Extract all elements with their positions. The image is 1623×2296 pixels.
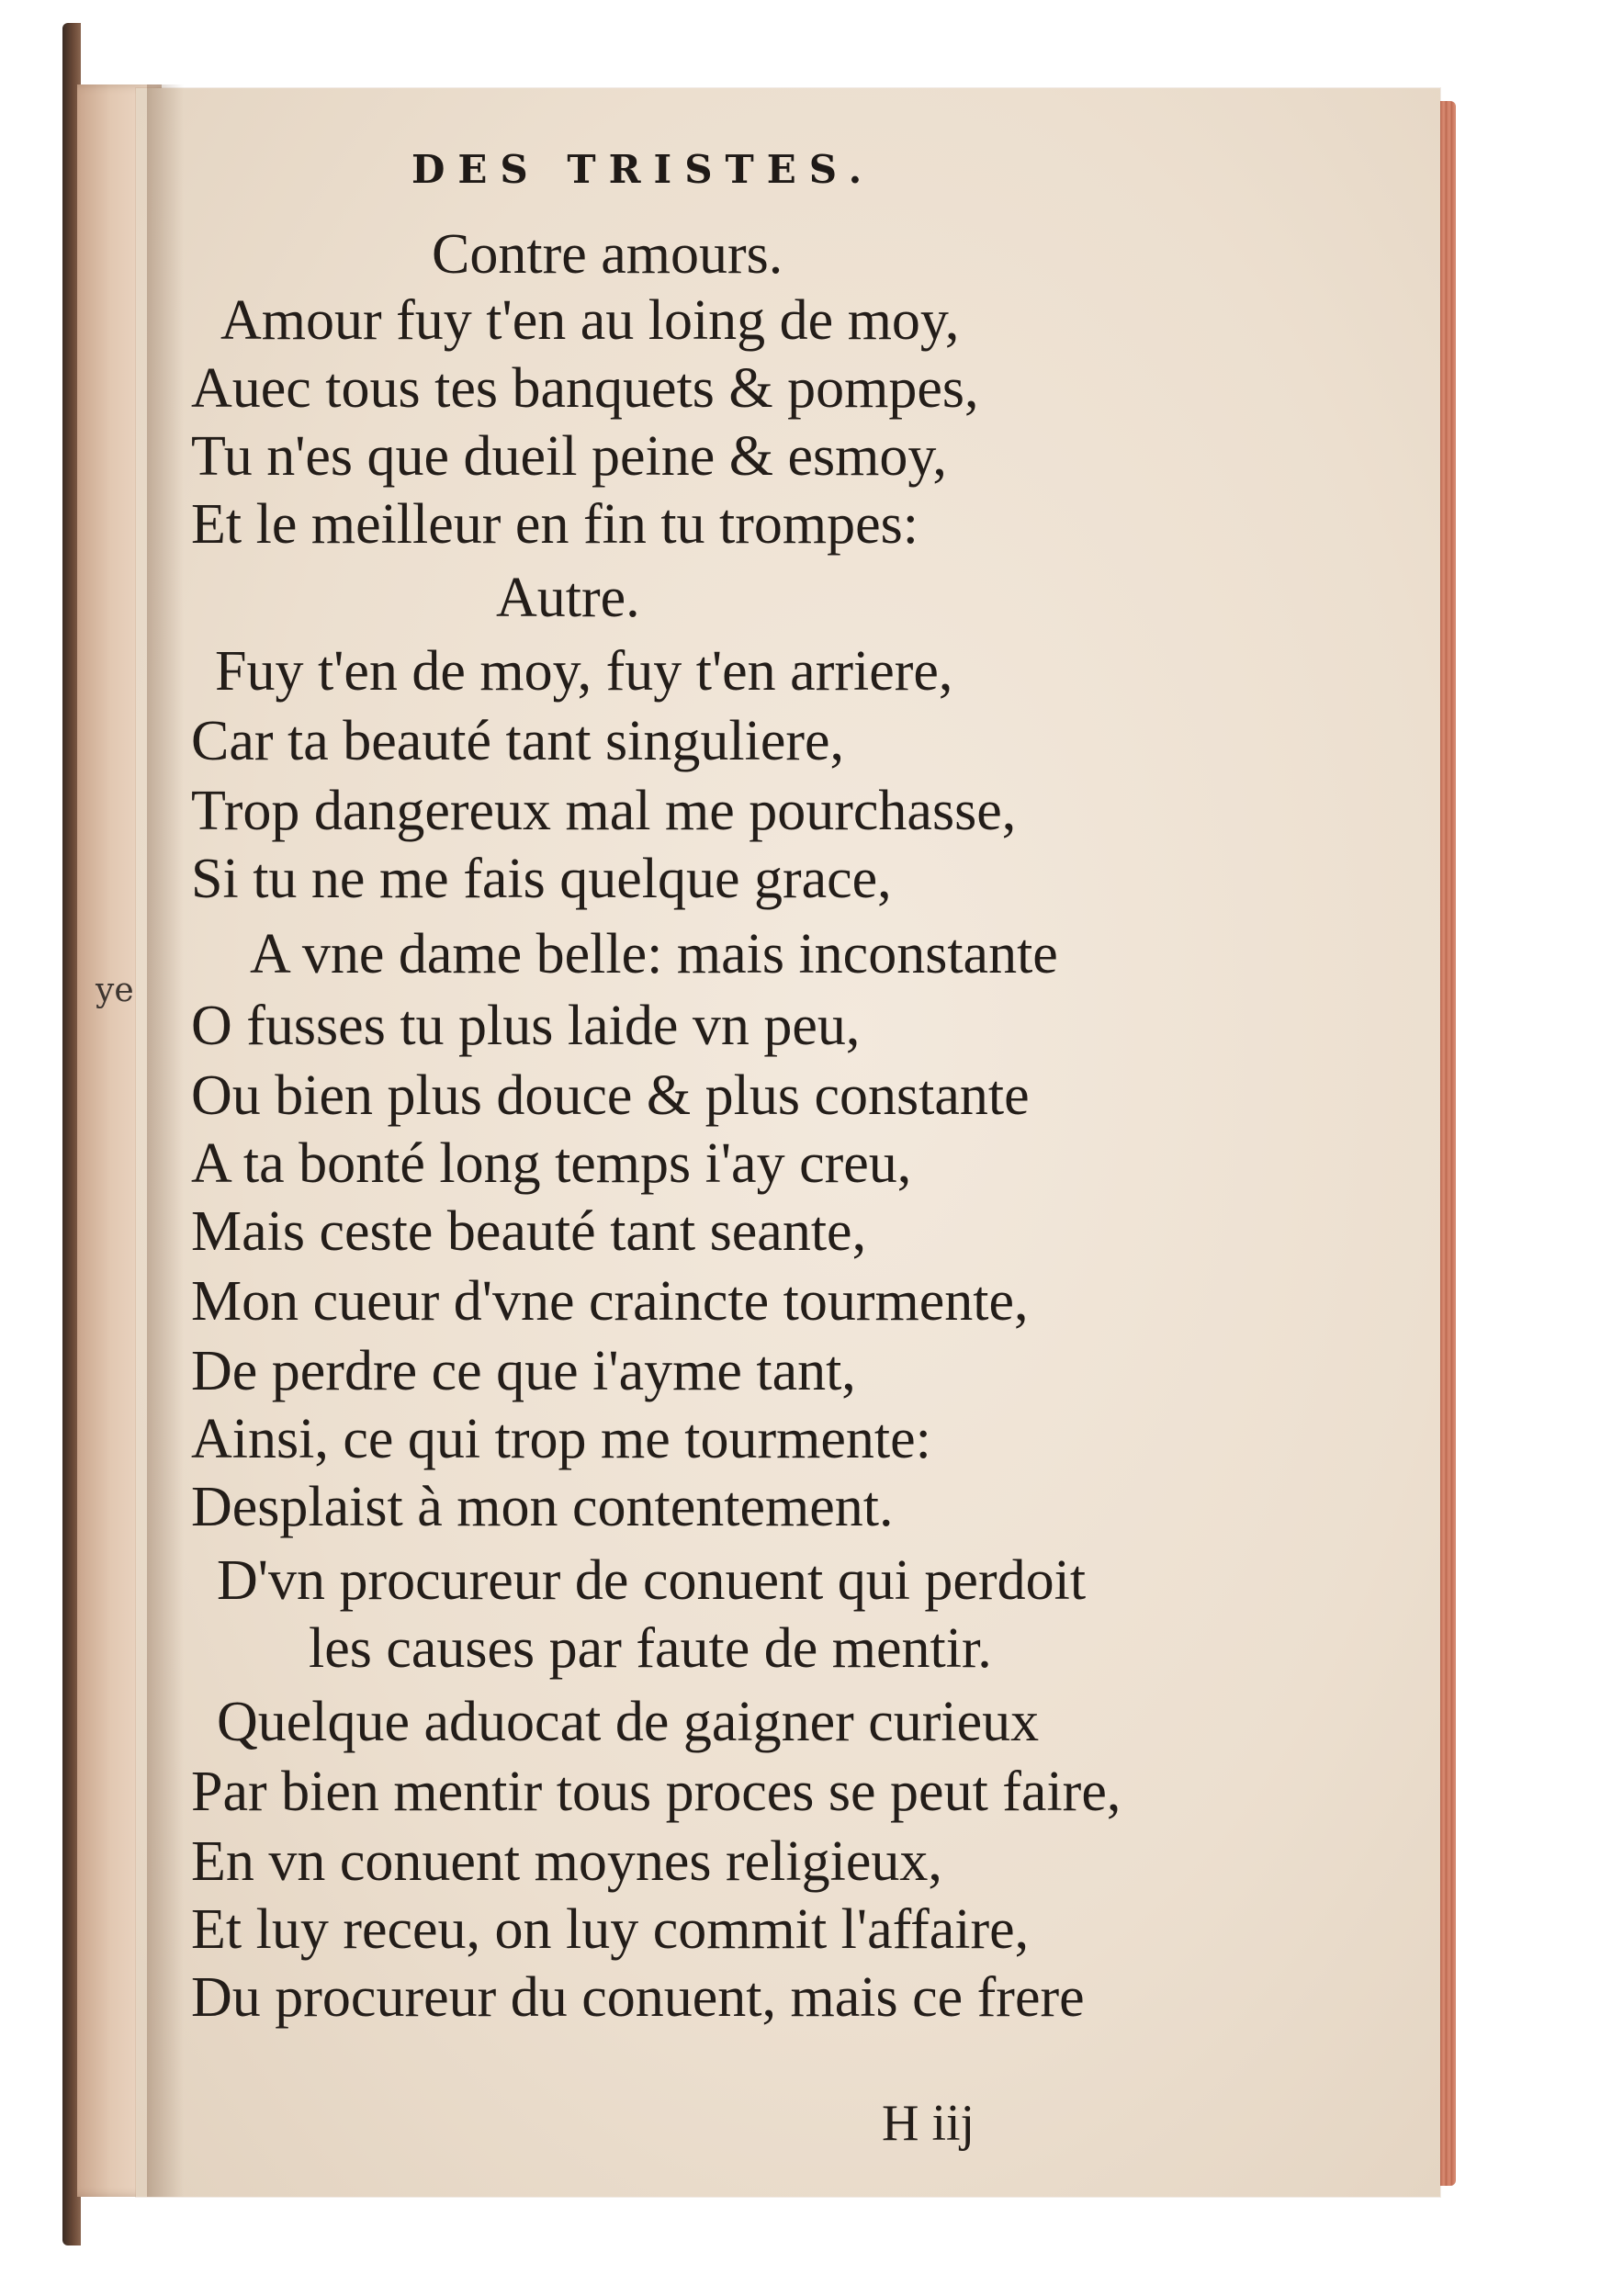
verse-line: Du procureur du conuent, mais ce frere [191, 1966, 1085, 2029]
poem-title-procureur-cont: les causes par faute de mentir. [309, 1617, 992, 1680]
verse-line: Tu n'es que dueil peine & esmoy, [191, 425, 947, 488]
signature-mark: H iij [882, 2095, 975, 2152]
verse-line: Trop dangereux mal me pourchasse, [191, 780, 1017, 842]
verse-line: Mon cueur d'vne craincte tourmente, [191, 1270, 1029, 1333]
verse-line: A ta bonté long temps i'ay creu, [191, 1132, 912, 1195]
verse-line: Desplaist à mon contentement. [191, 1476, 894, 1538]
verse-line: Et le meilleur en fin tu trompes: [191, 493, 919, 556]
verse-line: Quelque aduocat de gaigner curieux [217, 1691, 1040, 1753]
verse-line: Fuy t'en de moy, fuy t'en arriere, [215, 640, 953, 703]
verse-line: En vn conuent moynes religieux, [191, 1830, 942, 1893]
verse-line: O fusses tu plus laide vn peu, [191, 995, 861, 1057]
verse-line: Ou bien plus douce & plus constante [191, 1064, 1030, 1127]
verse-line: Si tu ne me fais quelque grace, [191, 848, 892, 910]
verse-line: Ainsi, ce qui trop me tourmente: [191, 1408, 931, 1470]
verse-line: Amour fuy t'en au loing de moy, [220, 289, 960, 352]
poem-title-vne-dame: A vne dame belle: mais inconstante [250, 923, 1058, 985]
verse-line: Et luy receu, on luy commit l'affaire, [191, 1898, 1030, 1961]
page-gutter [147, 84, 184, 2197]
poem-title-contre-amours: Contre amours. [432, 223, 783, 286]
verse-line: De perdre ce que i'ayme tant, [191, 1340, 856, 1402]
verse-line: Mais ceste beauté tant seante, [191, 1200, 867, 1263]
poem-title-autre: Autre. [496, 567, 640, 629]
poem-title-procureur: D'vn procureur de conuent qui perdoit [217, 1549, 1087, 1612]
verse-line: Par bien mentir tous proces se peut faire, [191, 1761, 1121, 1823]
left-page-fragment: ye [96, 972, 134, 1009]
verse-line: Car ta beauté tant singuliere, [191, 710, 845, 772]
verse-line: Auec tous tes banquets & pompes, [191, 357, 979, 420]
running-head: DES TRISTES. [411, 147, 875, 192]
